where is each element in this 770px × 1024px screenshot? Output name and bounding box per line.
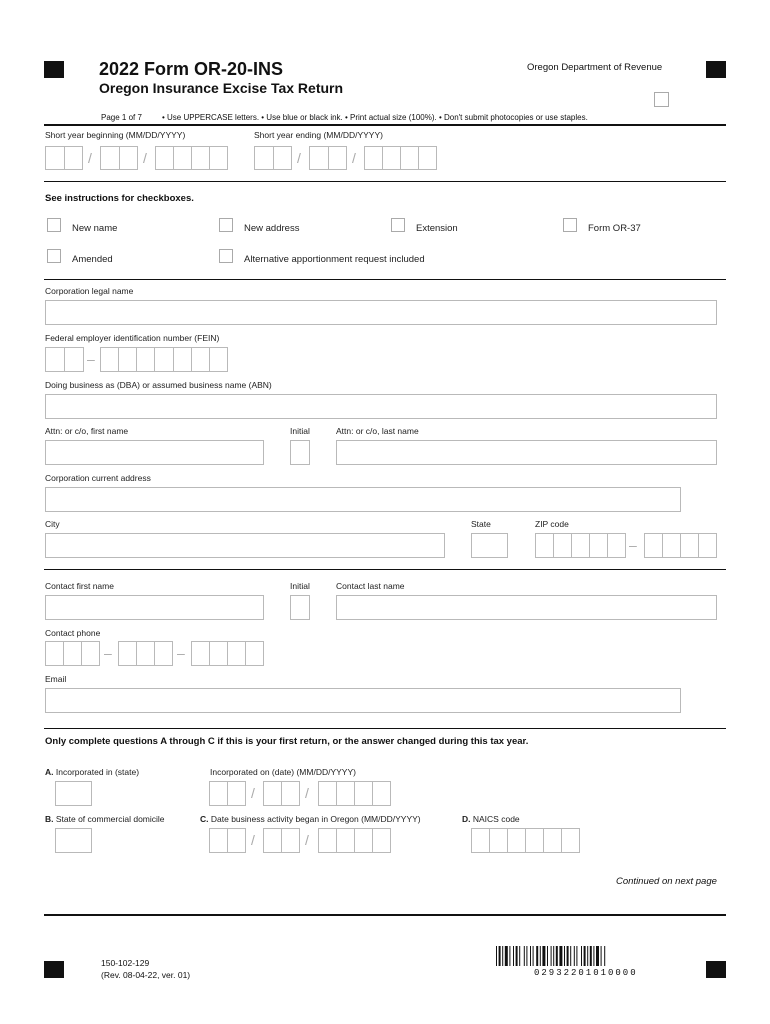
state-input[interactable] bbox=[471, 533, 508, 558]
section-rule bbox=[44, 181, 726, 182]
inc-month-field[interactable] bbox=[209, 781, 246, 806]
questions-heading: Only complete questions A through C if this is your first return, or the answer changed during this tax year. bbox=[45, 736, 529, 747]
new-name-label: New name bbox=[72, 223, 118, 234]
section-rule bbox=[44, 728, 726, 729]
fein-prefix-field[interactable] bbox=[45, 347, 84, 372]
fein-label: Federal employer identification number (FEIN) bbox=[45, 333, 220, 343]
new-address-label: New address bbox=[244, 223, 300, 234]
contact-last-label: Contact last name bbox=[336, 581, 405, 591]
attn-first-label: Attn: or c/o, first name bbox=[45, 426, 129, 436]
barcode-image bbox=[496, 946, 672, 966]
alt-apportionment-checkbox[interactable] bbox=[219, 249, 233, 263]
contact-first-label: Contact first name bbox=[45, 581, 114, 591]
inc-day-field[interactable] bbox=[263, 781, 300, 806]
inc-year-field[interactable] bbox=[318, 781, 391, 806]
end-year-field[interactable] bbox=[364, 146, 437, 170]
domicile-state-input[interactable] bbox=[55, 828, 92, 853]
attn-initial-input[interactable] bbox=[290, 440, 310, 465]
current-address-input[interactable] bbox=[45, 487, 681, 512]
date-separator: / bbox=[251, 785, 255, 801]
phone-dash: – bbox=[177, 645, 185, 661]
section-rule bbox=[44, 569, 726, 570]
phone-line-field[interactable] bbox=[191, 641, 264, 666]
corp-legal-name-label: Corporation legal name bbox=[45, 286, 134, 296]
new-address-checkbox[interactable] bbox=[219, 218, 233, 232]
registration-mark-bottom-left bbox=[44, 961, 64, 978]
activity-day-field[interactable] bbox=[263, 828, 300, 853]
activity-month-field[interactable] bbox=[209, 828, 246, 853]
state-label: State bbox=[471, 519, 491, 529]
zip-label: ZIP code bbox=[535, 519, 569, 529]
dba-label: Doing business as (DBA) or assumed business name (ABN) bbox=[45, 380, 272, 390]
date-separator: / bbox=[352, 150, 356, 166]
email-input[interactable] bbox=[45, 688, 681, 713]
end-month-field[interactable] bbox=[254, 146, 292, 170]
header-rule bbox=[44, 124, 726, 126]
date-separator: / bbox=[143, 150, 147, 166]
registration-mark-bottom-right bbox=[706, 961, 726, 978]
short-year-beginning-label: Short year beginning (MM/DD/YYYY) bbox=[45, 130, 186, 140]
date-separator: / bbox=[88, 150, 92, 166]
alt-apportionment-label: Alternative apportionment request included bbox=[244, 254, 425, 265]
question-a-label: A. Incorporated in (state) bbox=[45, 767, 140, 777]
attn-last-label: Attn: or c/o, last name bbox=[336, 426, 419, 436]
short-year-ending-label: Short year ending (MM/DD/YYYY) bbox=[254, 130, 383, 140]
date-separator: / bbox=[251, 832, 255, 848]
city-input[interactable] bbox=[45, 533, 445, 558]
section-rule bbox=[44, 279, 726, 280]
phone-area-field[interactable] bbox=[45, 641, 100, 666]
inc-date-label: Incorporated on (date) (MM/DD/YYYY) bbox=[210, 767, 356, 777]
begin-year-field[interactable] bbox=[155, 146, 228, 170]
instructions-line: • Use UPPERCASE letters. • Use blue or black ink. • Print actual size (100%). • Don't submit photocopies or use staples. bbox=[162, 113, 588, 122]
form-number: 150-102-129 bbox=[101, 958, 150, 968]
checkbox-heading: See instructions for checkboxes. bbox=[45, 193, 194, 204]
question-c-label: C. Date business activity began in Oregon (MM/DD/YYYY) bbox=[200, 814, 421, 824]
phone-dash: – bbox=[104, 645, 112, 661]
amended-label: Amended bbox=[72, 254, 113, 265]
end-day-field[interactable] bbox=[309, 146, 347, 170]
fein-suffix-field[interactable] bbox=[100, 347, 228, 372]
registration-mark-top-left bbox=[44, 61, 64, 78]
contact-initial-label: Initial bbox=[290, 581, 310, 591]
zip-dash: – bbox=[629, 537, 637, 553]
contact-last-input[interactable] bbox=[336, 595, 717, 620]
registration-mark-top-right bbox=[706, 61, 726, 78]
header-checkbox[interactable] bbox=[654, 92, 669, 107]
contact-first-input[interactable] bbox=[45, 595, 264, 620]
form-revision: (Rev. 08-04-22, ver. 01) bbox=[101, 970, 191, 980]
form-or37-label: Form OR-37 bbox=[588, 223, 641, 234]
begin-month-field[interactable] bbox=[45, 146, 83, 170]
form-title: 2022 Form OR-20-INS bbox=[99, 59, 284, 79]
barcode-number: 02932201010000 bbox=[534, 968, 638, 978]
naics-code-field[interactable] bbox=[471, 828, 580, 853]
contact-phone-label: Contact phone bbox=[45, 628, 101, 638]
date-separator: / bbox=[305, 785, 309, 801]
city-label: City bbox=[45, 519, 60, 529]
amended-checkbox[interactable] bbox=[47, 249, 61, 263]
corp-legal-name-input[interactable] bbox=[45, 300, 717, 325]
attn-last-input[interactable] bbox=[336, 440, 717, 465]
begin-day-field[interactable] bbox=[100, 146, 138, 170]
activity-year-field[interactable] bbox=[318, 828, 391, 853]
form-subtitle: Oregon Insurance Excise Tax Return bbox=[99, 80, 344, 96]
question-b-label: B. State of commercial domicile bbox=[45, 814, 165, 824]
footer-rule bbox=[44, 914, 726, 916]
question-d-label: D. NAICS code bbox=[462, 814, 520, 824]
zip-main-field[interactable] bbox=[535, 533, 626, 558]
date-separator: / bbox=[297, 150, 301, 166]
form-or37-checkbox[interactable] bbox=[563, 218, 577, 232]
dba-input[interactable] bbox=[45, 394, 717, 419]
page-number: Page 1 of 7 bbox=[101, 113, 142, 122]
contact-initial-input[interactable] bbox=[290, 595, 310, 620]
new-name-checkbox[interactable] bbox=[47, 218, 61, 232]
current-address-label: Corporation current address bbox=[45, 473, 151, 483]
extension-label: Extension bbox=[416, 223, 458, 234]
date-separator: / bbox=[305, 832, 309, 848]
continued-note: Continued on next page bbox=[616, 876, 717, 887]
inc-state-input[interactable] bbox=[55, 781, 92, 806]
fein-dash: – bbox=[87, 351, 95, 367]
phone-prefix-field[interactable] bbox=[118, 641, 173, 666]
attn-initial-label: Initial bbox=[290, 426, 310, 436]
attn-first-input[interactable] bbox=[45, 440, 264, 465]
zip-ext-field[interactable] bbox=[644, 533, 717, 558]
extension-checkbox[interactable] bbox=[391, 218, 405, 232]
email-label: Email bbox=[45, 674, 67, 684]
agency-name: Oregon Department of Revenue bbox=[527, 62, 663, 73]
